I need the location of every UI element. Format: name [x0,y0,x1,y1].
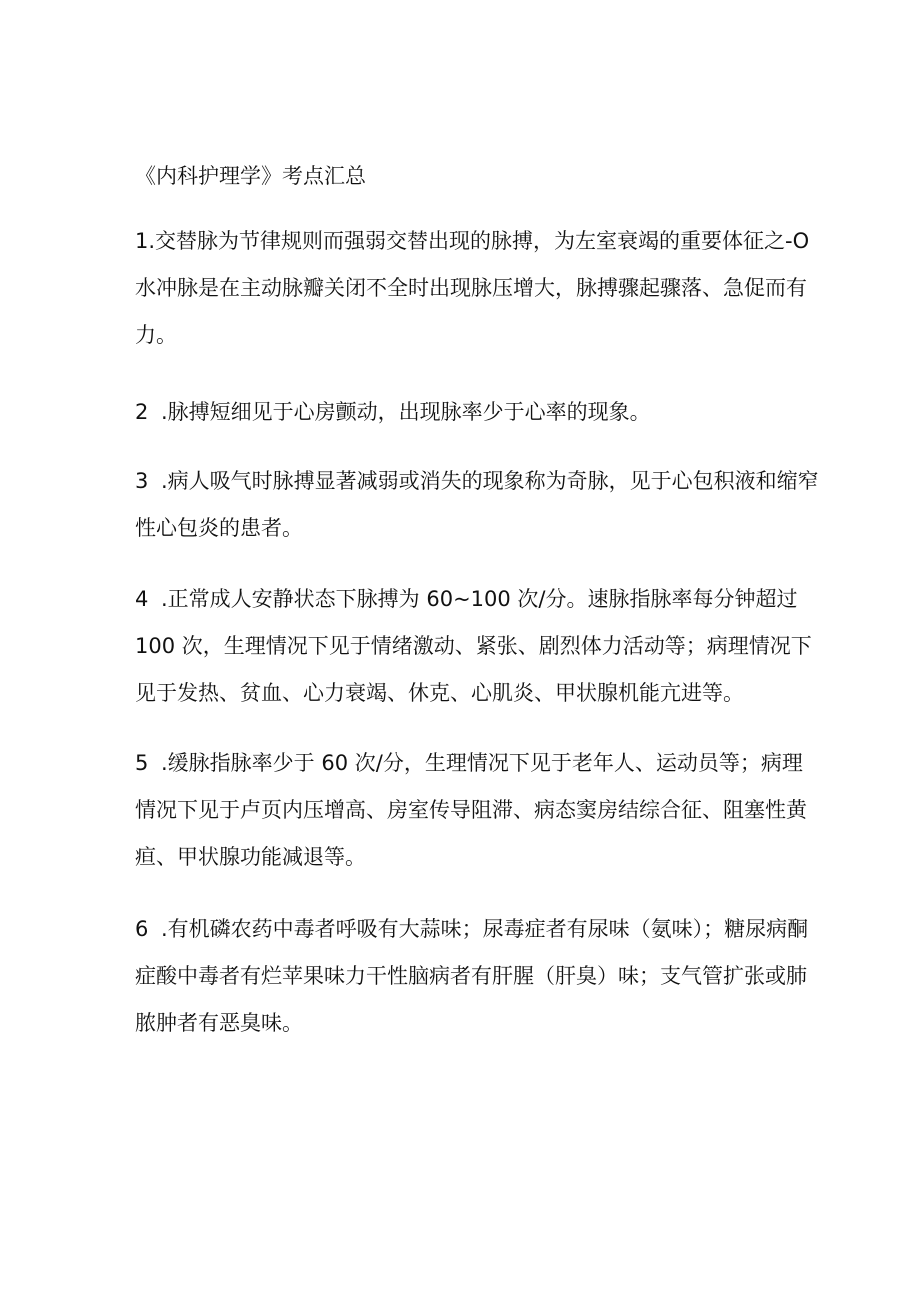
paragraph-3 [135,458,819,552]
paragraph-5-line-3: 疸、甲状腺功能减退等。 [135,845,366,869]
paragraph-4-number: 4 [135,587,149,611]
paragraph-1 [135,218,810,359]
paragraph-4-line-1 [135,576,798,623]
paragraph-1-line-1 [135,218,810,265]
paragraph-1-line-3: 力。 [135,323,177,347]
paragraph-1-line-1-text: .交替脉为节律规则而强弱交替出现的脉搏，为左室衰竭的重要体征之-O [148,229,810,253]
paragraph-4-line-1-text: .正常成人安静状态下脉搏为 60~100 次/分。速脉指脉率每分钟超过 [161,587,798,611]
paragraph-5-line-2: 情况下见于卢页内压增高、房室传导阻滞、病态窦房结综合征、阻塞性黄 [135,798,807,822]
paragraph-1-line-2: 水冲脉是在主动脉瓣关闭不全时出现脉压增大，脉搏骤起骤落、急促而有 [135,276,807,300]
paragraph-5-line-1-text: .缓脉指脉率少于 60 次/分，生理情况下见于老年人、运动员等；病理 [161,751,803,775]
paragraph-6-number: 6 [135,917,149,941]
paragraph-3-line-2: 性心包炎的患者。 [135,516,303,540]
paragraph-5-line-1 [135,740,803,787]
paragraph-1-number: 1 [135,229,149,253]
paragraph-6-line-3: 脓肿者有恶臭味。 [135,1011,303,1035]
paragraph-4-line-2: 100 次，生理情况下见于情绪激动、紧张、剧烈体力活动等；病理情况下 [135,634,812,658]
paragraph-6-line-1 [135,906,809,953]
paragraph-6 [135,906,809,1047]
paragraph-2-line-1-text: .脉搏短细见于心房颤动，出现脉率少于心率的现象。 [161,400,651,424]
paragraph-4-line-3: 见于发热、贫血、心力衰竭、休克、心肌炎、甲状腺机能亢进等。 [135,681,744,705]
paragraph-5 [135,740,807,881]
paragraph-6-line-1-text: .有机磷农药中毒者呼吸有大蒜味；尿毒症者有尿味（氨味）；糖尿病酮 [161,917,809,941]
document-title: 《内科护理学》考点汇总 [135,164,366,188]
paragraph-3-line-1-text: .病人吸气时脉搏显著减弱或消失的现象称为奇脉，见于心包积液和缩窄 [161,469,819,493]
paragraph-2 [135,389,795,436]
paragraph-2-line-1 [135,389,795,436]
paragraph-3-line-1 [135,458,819,505]
paragraph-2-number: 2 [135,400,149,424]
paragraph-5-number: 5 [135,751,149,775]
paragraph-3-number: 3 [135,469,149,493]
paragraph-6-line-2: 症酸中毒者有烂苹果味力干性脑病者有肝腥（肝臭）味；支气管扩张或肺 [135,964,807,988]
paragraph-4 [135,576,812,717]
